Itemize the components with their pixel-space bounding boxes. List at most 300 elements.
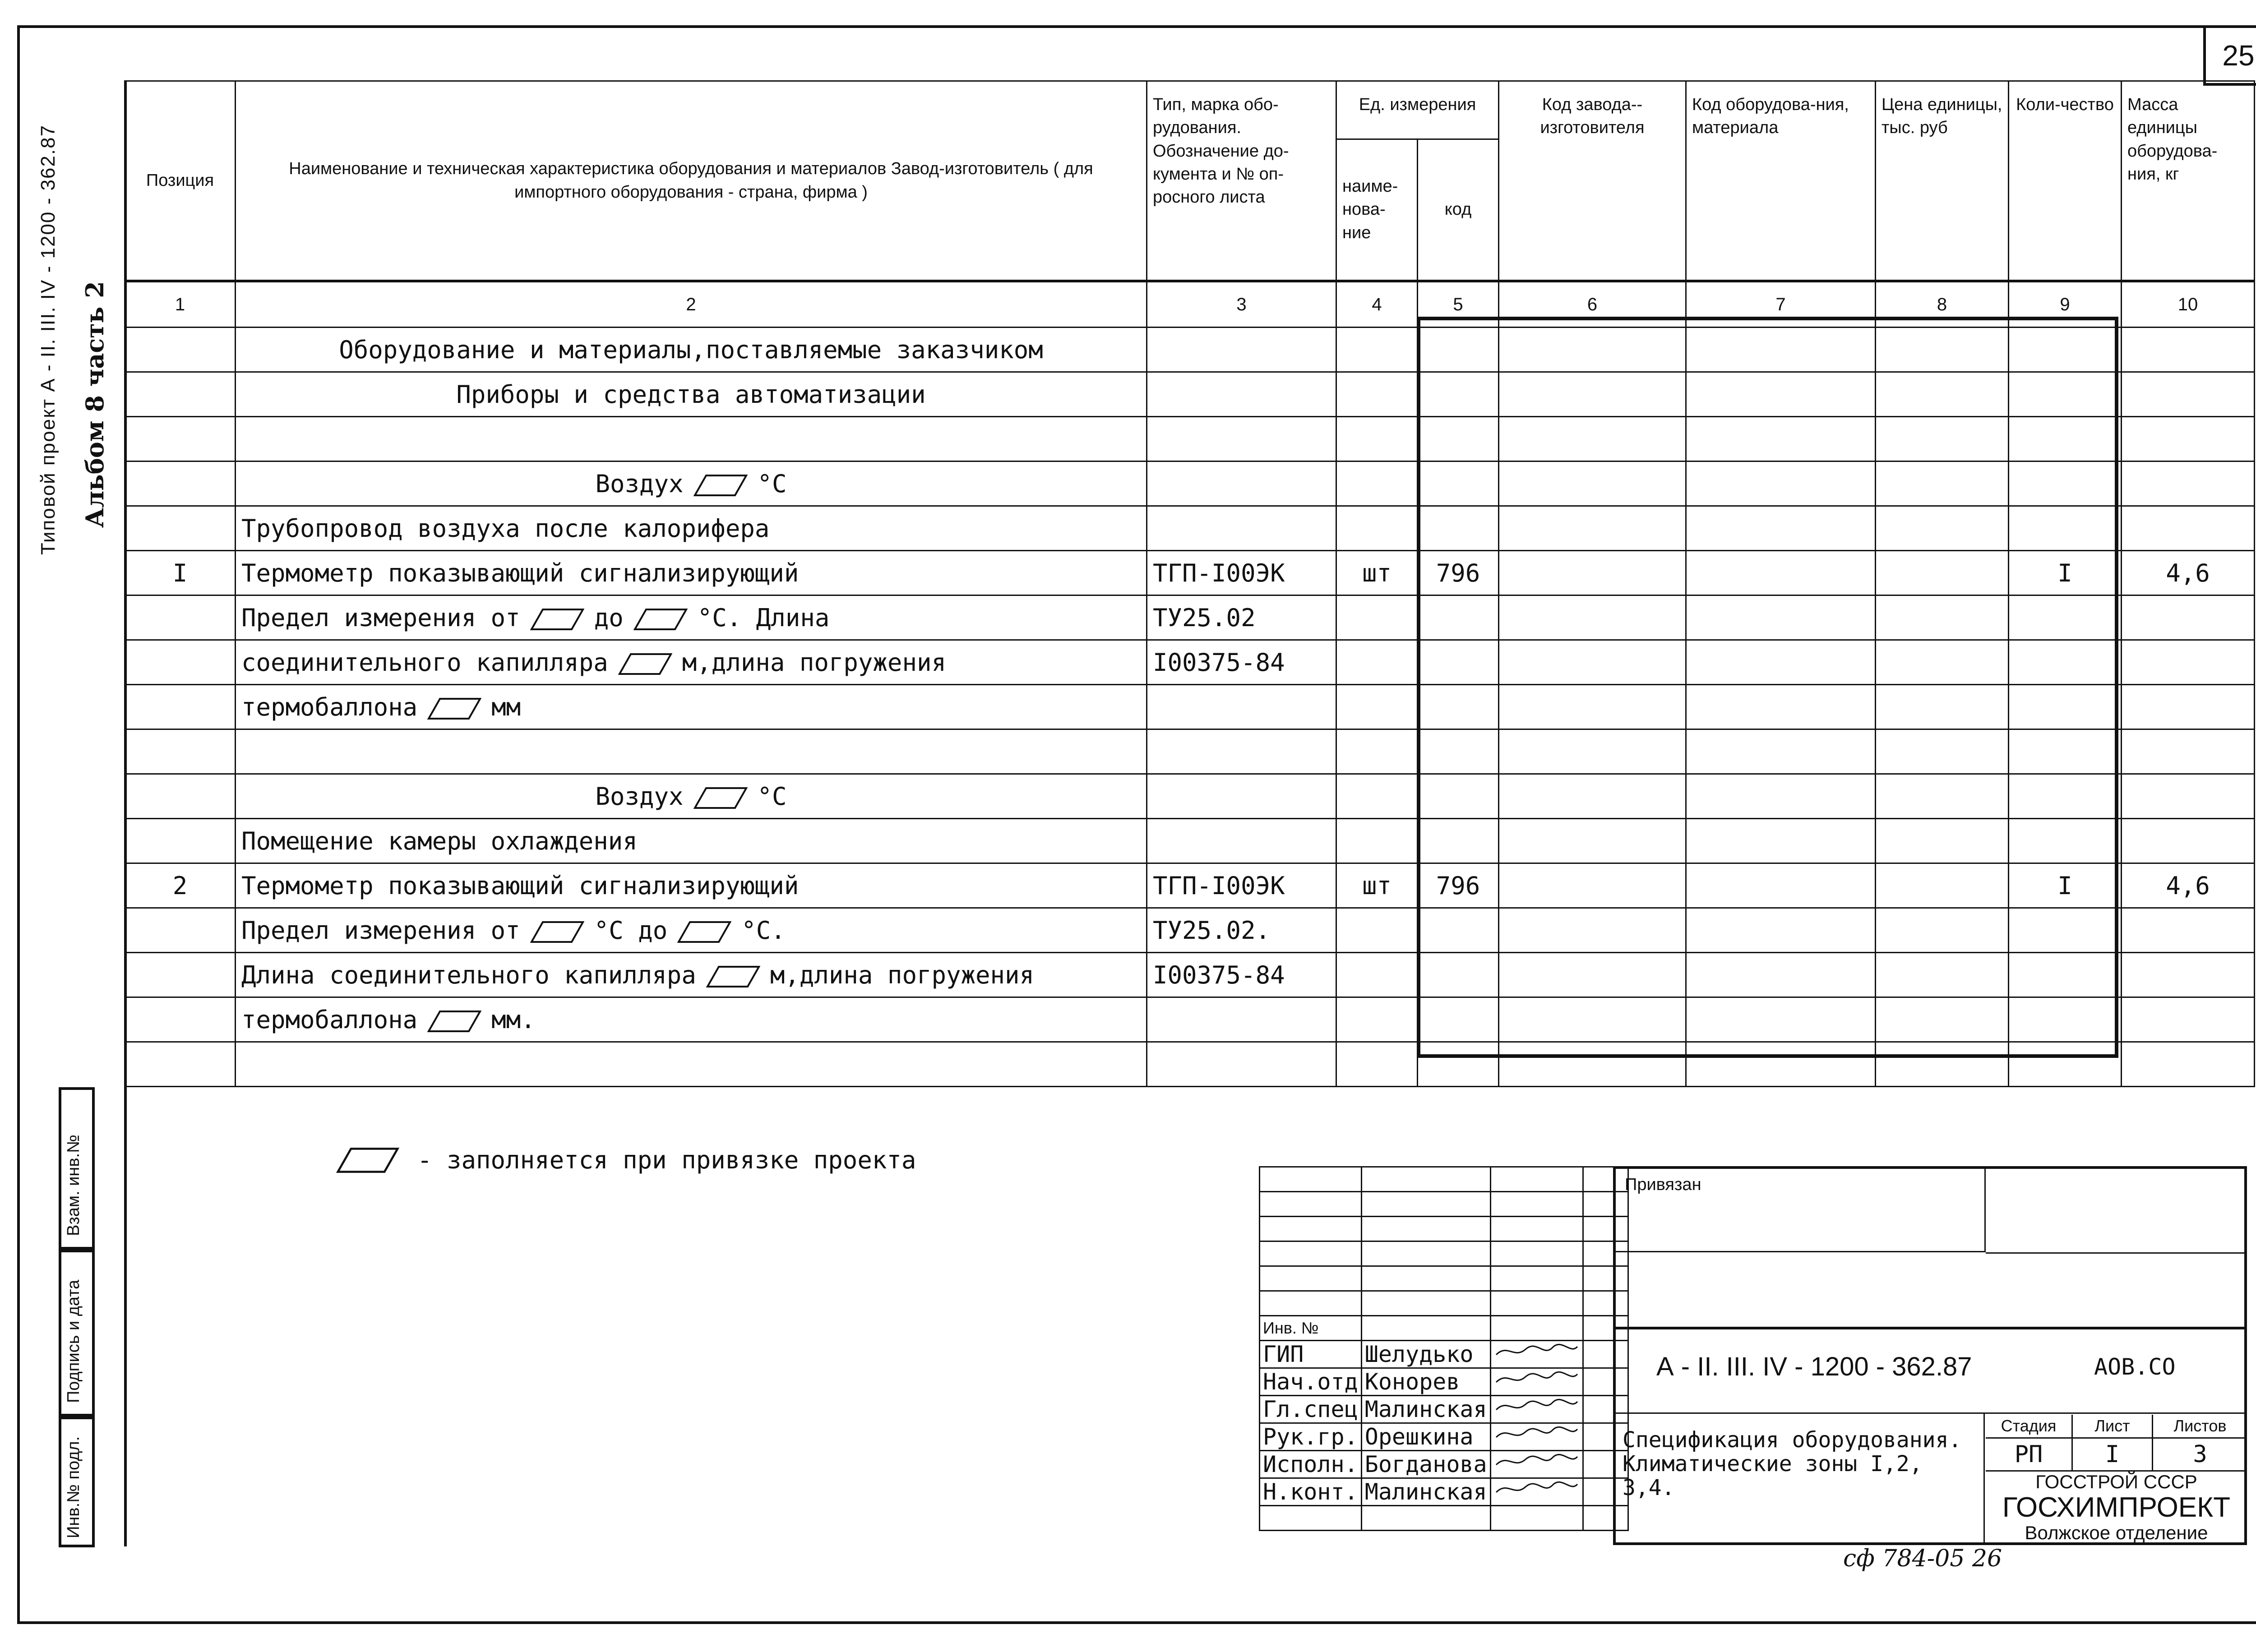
handwritten-signature: [1490, 1478, 1583, 1506]
price-cell: [1876, 1042, 2009, 1087]
stamp-cell: [1490, 1192, 1583, 1217]
stamp-cell: [1361, 1316, 1490, 1341]
table-row: [125, 328, 2255, 372]
designation: А - II. III. IV - 1200 - 362.87: [1656, 1352, 1972, 1381]
signature-role: Гл.спец: [1260, 1396, 1362, 1423]
signature-role: Исполн.: [1260, 1451, 1362, 1478]
factory-code-cell: [1499, 953, 1686, 997]
sheet-number: 25: [2203, 28, 2256, 86]
position-cell: [125, 908, 236, 953]
factory-code-cell: [1499, 328, 1686, 372]
type-cell: [1147, 819, 1336, 863]
stamp-cell: [1361, 1192, 1490, 1217]
table-row: [125, 953, 2255, 997]
name-cell: [236, 372, 1147, 417]
mass-cell: [2122, 953, 2255, 997]
unit-cell: [1336, 506, 1418, 551]
price-cell: [1876, 729, 2009, 774]
quantity-cell: [2009, 417, 2122, 461]
mass-cell: [2122, 595, 2255, 640]
price-cell: [1876, 908, 2009, 953]
factory-code-cell: [1499, 417, 1686, 461]
mass-cell: [2122, 1042, 2255, 1087]
col-number: 6: [1499, 281, 1686, 328]
stamp-empty-row: [1260, 1217, 1628, 1241]
signature-row: [1260, 1478, 1628, 1506]
mass-cell: [2122, 997, 2255, 1042]
position-cell: [125, 729, 236, 774]
factory-code-cell: [1499, 595, 1686, 640]
stamp-cell: [1260, 1506, 1362, 1531]
signature-role: Нач.отд: [1260, 1368, 1362, 1396]
signature-role: Рук.гр.: [1260, 1423, 1362, 1451]
factory-code-cell: [1499, 685, 1686, 729]
mass-cell: [2122, 461, 2255, 506]
header-quantity: Коли-чество: [2009, 81, 2122, 281]
unit-code-cell: [1418, 685, 1499, 729]
equipment-code-cell: [1686, 417, 1876, 461]
col-number: 2: [236, 281, 1147, 328]
stamp-cell: [1490, 1266, 1583, 1291]
unit-cell: [1336, 461, 1418, 506]
stamp-empty-row: [1260, 1506, 1628, 1531]
item-text: м,длина погружения: [682, 648, 946, 677]
factory-code-cell: [1499, 997, 1686, 1042]
unit-cell: [1336, 328, 1418, 372]
price-cell: [1876, 372, 2009, 417]
unit-code-cell: [1418, 506, 1499, 551]
table-row: [125, 551, 2255, 595]
stamp-empty-row: [1260, 1192, 1628, 1217]
signature-name: Орешкина: [1361, 1423, 1490, 1451]
signature-row: [1260, 1341, 1628, 1368]
mass-cell: [2122, 328, 2255, 372]
mass-cell: 4,6: [2122, 863, 2255, 908]
unit-code-cell: [1418, 328, 1499, 372]
unit-code-cell: [1418, 997, 1499, 1042]
blank-field-icon: [706, 965, 760, 988]
unit-cell: шт: [1336, 863, 1418, 908]
header-price: Цена единицы, тыс. руб: [1876, 81, 2009, 281]
handwritten-signature: [1490, 1451, 1583, 1478]
handwritten-signature: [1490, 1341, 1583, 1368]
price-cell: [1876, 417, 2009, 461]
equipment-code-cell: [1686, 997, 1876, 1042]
signature-row: [1260, 1396, 1628, 1423]
header-name: Наименование и техническая характеристика оборудования и материалов Завод-изготовитель ( для импортного оборудования - страна, фирма ): [236, 81, 1147, 281]
name-cell: [236, 595, 1147, 640]
stamp-cell: [1361, 1506, 1490, 1531]
equipment-code-cell: [1686, 551, 1876, 595]
name-cell: [236, 908, 1147, 953]
stamp-inv-row: [1260, 1316, 1628, 1341]
factory-code-cell: [1499, 372, 1686, 417]
stamp-cell: [1260, 1241, 1362, 1266]
name-cell: [236, 863, 1147, 908]
item-text: соединительного капилляра: [241, 648, 608, 677]
table-row: [125, 774, 2255, 819]
quantity-cell: [2009, 819, 2122, 863]
unit-cell: шт: [1336, 551, 1418, 595]
header-equipment-code: Код оборудова-ния, материала: [1686, 81, 1876, 281]
stamp-cell: [1490, 1217, 1583, 1241]
position-cell: [125, 774, 236, 819]
title-block: [1613, 1166, 2247, 1545]
unit-cell: [1336, 997, 1418, 1042]
unit-code-cell: [1418, 595, 1499, 640]
equipment-code-cell: [1686, 1042, 1876, 1087]
position-cell: [125, 997, 236, 1042]
stage-label: Стадия: [1986, 1415, 2073, 1439]
quantity-cell: [2009, 685, 2122, 729]
item-text: термобаллона: [241, 1005, 418, 1034]
item-text: Предел измерения от: [241, 916, 520, 945]
position-cell: [125, 328, 236, 372]
price-cell: [1876, 328, 2009, 372]
blank-field-icon: [530, 921, 584, 943]
table-row: [125, 1042, 2255, 1087]
position-cell: [125, 417, 236, 461]
blank-field-icon: [530, 608, 584, 631]
item-text: Длина соединительного капилляра: [241, 960, 696, 989]
price-cell: [1876, 595, 2009, 640]
signature-role: Н.конт.: [1260, 1478, 1362, 1506]
equipment-code-cell: [1686, 685, 1876, 729]
quantity-cell: [2009, 1042, 2122, 1087]
name-cell: [236, 997, 1147, 1042]
blank-field-icon: [693, 474, 748, 497]
unit-cell: [1336, 640, 1418, 685]
price-cell: [1876, 640, 2009, 685]
privyazan-label: Привязан: [1616, 1169, 1986, 1252]
unit-cell: [1336, 372, 1418, 417]
mass-cell: [2122, 908, 2255, 953]
header-factory-code: Код завода--изготовителя: [1499, 81, 1686, 281]
factory-code-cell: [1499, 819, 1686, 863]
col-number: 5: [1418, 281, 1499, 328]
equipment-code-cell: [1686, 863, 1876, 908]
mass-cell: 4,6: [2122, 551, 2255, 595]
blank-field-icon: [427, 697, 481, 720]
col-number: 1: [125, 281, 236, 328]
unit-code-cell: [1418, 417, 1499, 461]
position-cell: 2: [125, 863, 236, 908]
equipment-code-cell: [1686, 372, 1876, 417]
mass-cell: [2122, 685, 2255, 729]
item-text: °С: [757, 782, 787, 811]
unit-cell: [1336, 685, 1418, 729]
stamp-cell: [1361, 1167, 1490, 1192]
item-text: °С. Длина: [697, 603, 830, 632]
type-cell: [1147, 729, 1336, 774]
blank-field-icon: [633, 608, 688, 631]
type-cell: [1147, 328, 1336, 372]
name-cell: [236, 1042, 1147, 1087]
item-text: °С: [757, 469, 787, 498]
equipment-code-cell: [1686, 953, 1876, 997]
stamp-cell: [1260, 1192, 1362, 1217]
unit-cell: [1336, 417, 1418, 461]
signature-name: Малинская: [1361, 1396, 1490, 1423]
col-number: 10: [2122, 281, 2255, 328]
item-text: Термометр показывающий сигнализирующий: [241, 871, 799, 900]
stamp-cell: [1490, 1506, 1583, 1531]
col-number: 8: [1876, 281, 2009, 328]
unit-code-cell: [1418, 953, 1499, 997]
blank-field-icon: [618, 653, 672, 675]
item-text: Воздух: [595, 782, 684, 811]
unit-cell: [1336, 729, 1418, 774]
table-row: [125, 819, 2255, 863]
item-text: °С.: [741, 916, 786, 945]
type-cell: [1147, 1042, 1336, 1087]
type-cell: [1147, 774, 1336, 819]
quantity-cell: [2009, 953, 2122, 997]
table-row: [125, 729, 2255, 774]
equipment-code-cell: [1686, 774, 1876, 819]
inv-label: Инв. №: [1260, 1316, 1362, 1341]
type-cell: [1147, 685, 1336, 729]
position-cell: [125, 595, 236, 640]
type-cell: [1147, 997, 1336, 1042]
table-row: [125, 640, 2255, 685]
header-row: [125, 81, 2255, 139]
item-text: Приборы и средства автоматизации: [456, 380, 926, 409]
quantity-cell: [2009, 595, 2122, 640]
unit-code-cell: [1418, 1042, 1499, 1087]
type-cell: ТГП-I00ЭК: [1147, 551, 1336, 595]
unit-code-cell: [1418, 640, 1499, 685]
side-album-label: Альбом 8 часть 2: [80, 281, 109, 528]
type-cell: I00375-84: [1147, 953, 1336, 997]
table-row: [125, 372, 2255, 417]
table-row: [125, 997, 2255, 1042]
factory-code-cell: [1499, 863, 1686, 908]
stamp-cell: [1490, 1291, 1583, 1316]
price-cell: [1876, 819, 2009, 863]
col-number: 3: [1147, 281, 1336, 328]
item-text: Помещение камеры охлаждения: [241, 826, 638, 855]
unit-code-cell: [1418, 774, 1499, 819]
header-unit: Ед. измерения: [1336, 81, 1499, 139]
type-cell: [1147, 417, 1336, 461]
legend-note: [336, 1146, 916, 1174]
unit-cell: [1336, 595, 1418, 640]
factory-code-cell: [1499, 640, 1686, 685]
signature-row: [1260, 1451, 1628, 1478]
type-cell: [1147, 372, 1336, 417]
header-unit-code: код: [1418, 139, 1499, 281]
stamp-cell: [1361, 1217, 1490, 1241]
unit-cell: [1336, 908, 1418, 953]
position-cell: [125, 461, 236, 506]
price-cell: [1876, 506, 2009, 551]
signature-name: Шелудько: [1361, 1341, 1490, 1368]
name-cell: [236, 774, 1147, 819]
stamp-cell: [1260, 1217, 1362, 1241]
stamp-cell: [1490, 1167, 1583, 1192]
unit-code-cell: 796: [1418, 863, 1499, 908]
unit-cell: [1336, 1042, 1418, 1087]
quantity-cell: [2009, 640, 2122, 685]
stamp-cell: [1260, 1266, 1362, 1291]
position-cell: [125, 685, 236, 729]
quantity-cell: [2009, 729, 2122, 774]
handwritten-signature: [1490, 1396, 1583, 1423]
header-unit-name: наиме-нова-ние: [1336, 139, 1418, 281]
position-cell: [125, 506, 236, 551]
name-cell: [236, 461, 1147, 506]
stamp-cell: [1490, 1316, 1583, 1341]
equipment-code-cell: [1686, 328, 1876, 372]
name-cell: [236, 417, 1147, 461]
type-cell: ТУ25.02: [1147, 595, 1336, 640]
side-project-label: Типовой проект А - II. III. IV - 1200 - 362.87: [37, 124, 59, 555]
unit-code-cell: [1418, 729, 1499, 774]
stage-value: РП: [1986, 1439, 2073, 1472]
unit-cell: [1336, 819, 1418, 863]
type-cell: [1147, 506, 1336, 551]
header-type: Тип, марка обо-рудования. Обозначение до-кумента и № оп-росного листа: [1147, 81, 1336, 281]
factory-code-cell: [1499, 551, 1686, 595]
item-text: Трубопровод воздуха после калорифера: [241, 514, 770, 543]
name-cell: [236, 640, 1147, 685]
handwritten-signature: [1490, 1423, 1583, 1451]
org-line-3: Волжское отделение: [2025, 1522, 2208, 1543]
table-row: [125, 595, 2255, 640]
type-cell: ТУ25.02.: [1147, 908, 1336, 953]
col-number: 4: [1336, 281, 1418, 328]
position-cell: [125, 819, 236, 863]
stamp-cell: [1490, 1241, 1583, 1266]
quantity-cell: I: [2009, 863, 2122, 908]
stamp-cell: [1361, 1266, 1490, 1291]
binding-sign-label: Подпись и дата: [64, 1279, 83, 1403]
mass-cell: [2122, 819, 2255, 863]
mass-cell: [2122, 372, 2255, 417]
stamp-cell: [1361, 1291, 1490, 1316]
item-text: термобаллона: [241, 692, 418, 721]
name-cell: [236, 328, 1147, 372]
quantity-cell: I: [2009, 551, 2122, 595]
factory-code-cell: [1499, 774, 1686, 819]
signature-table: [1259, 1166, 1629, 1531]
equipment-code-cell: [1686, 461, 1876, 506]
footer-code: сф 784-05 26: [1843, 1545, 2002, 1572]
table-row: [125, 863, 2255, 908]
signature-role: ГИП: [1260, 1341, 1362, 1368]
signature-name: Малинская: [1361, 1478, 1490, 1506]
equipment-code-cell: [1686, 506, 1876, 551]
factory-code-cell: [1499, 461, 1686, 506]
unit-cell: [1336, 774, 1418, 819]
signature-row: [1260, 1368, 1628, 1396]
quantity-cell: [2009, 506, 2122, 551]
sheet-label: Лист: [2073, 1415, 2153, 1439]
item-text: Воздух: [595, 469, 684, 498]
specification-table: [124, 80, 2255, 1087]
item-text: м,длина погружения: [770, 960, 1035, 989]
factory-code-cell: [1499, 506, 1686, 551]
item-text: Предел измерения от: [241, 603, 520, 632]
name-cell: [236, 551, 1147, 595]
signature-name: Богданова: [1361, 1451, 1490, 1478]
signature-name: Конорев: [1361, 1368, 1490, 1396]
handwritten-signature: [1490, 1368, 1583, 1396]
signature-row: [1260, 1423, 1628, 1451]
blank-field-icon: [693, 787, 748, 809]
col-number: 7: [1686, 281, 1876, 328]
item-text: °С до: [594, 916, 668, 945]
equipment-code-cell: [1686, 595, 1876, 640]
table-row: [125, 417, 2255, 461]
price-cell: [1876, 863, 2009, 908]
item-text: до: [594, 603, 624, 632]
table-row: [125, 685, 2255, 729]
blank-field-icon: [427, 1010, 481, 1033]
name-cell: [236, 729, 1147, 774]
factory-code-cell: [1499, 1042, 1686, 1087]
position-cell: I: [125, 551, 236, 595]
sheets-label: Листов: [2153, 1415, 2247, 1439]
sheet-value: I: [2073, 1439, 2153, 1472]
unit-code-cell: [1418, 819, 1499, 863]
price-cell: [1876, 997, 2009, 1042]
equipment-code-cell: [1686, 819, 1876, 863]
org-line-2: ГОСХИМПРОЕКТ: [2002, 1492, 2231, 1523]
position-cell: [125, 953, 236, 997]
stamp-empty-row: [1260, 1291, 1628, 1316]
mass-cell: [2122, 774, 2255, 819]
item-text: Термометр показывающий сигнализирующий: [241, 558, 799, 587]
header-mass: Масса единицы оборудова-ния, кг: [2122, 81, 2255, 281]
unit-code-cell: [1418, 372, 1499, 417]
unit-code-cell: [1418, 908, 1499, 953]
stamp-cell: [1260, 1291, 1362, 1316]
stamp-cell: [1361, 1241, 1490, 1266]
col-number: 9: [2009, 281, 2122, 328]
position-cell: [125, 1042, 236, 1087]
equipment-code-cell: [1686, 640, 1876, 685]
quantity-cell: [2009, 774, 2122, 819]
item-text: мм: [491, 692, 521, 721]
sheets-value: 3: [2153, 1439, 2247, 1472]
name-cell: [236, 819, 1147, 863]
factory-code-cell: [1499, 729, 1686, 774]
mass-cell: [2122, 640, 2255, 685]
name-cell: [236, 506, 1147, 551]
type-cell: ТГП-I00ЭК: [1147, 863, 1336, 908]
type-cell: [1147, 461, 1336, 506]
item-text: Оборудование и материалы,поставляемые заказчиком: [339, 335, 1043, 364]
table-row: [125, 506, 2255, 551]
price-cell: [1876, 685, 2009, 729]
blank-field-icon: [336, 1147, 399, 1173]
stamp-cell: [1260, 1167, 1362, 1192]
quantity-cell: [2009, 328, 2122, 372]
price-cell: [1876, 551, 2009, 595]
unit-code-cell: [1418, 461, 1499, 506]
binding-replace-label: Взам. инв.№: [64, 1135, 83, 1236]
price-cell: [1876, 953, 2009, 997]
mass-cell: [2122, 729, 2255, 774]
header-position: Позиция: [125, 81, 236, 281]
table-row: [125, 461, 2255, 506]
document-mark: АОВ.СО: [2094, 1354, 2176, 1380]
table-row: [125, 908, 2255, 953]
org-line-1: ГОССТРОЙ СССР: [2035, 1471, 2197, 1492]
position-cell: [125, 372, 236, 417]
